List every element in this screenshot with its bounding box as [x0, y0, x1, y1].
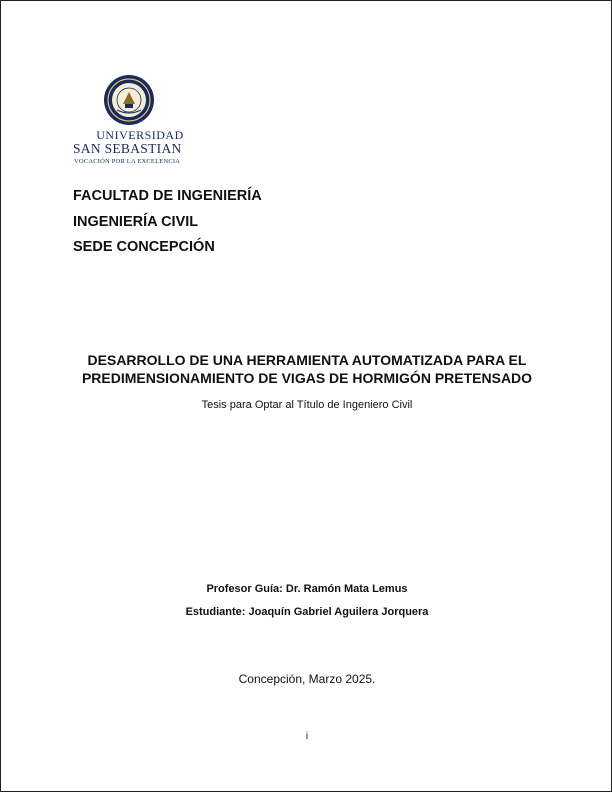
university-seal-icon — [103, 74, 155, 126]
thesis-title — [41, 351, 573, 387]
student-line: Estudiante: Joaquín Gabriel Aguilera Jorquera — [185, 606, 429, 618]
campus-name: SEDE CONCEPCIÓN — [73, 239, 215, 255]
thesis-title-line1: DESARROLLO DE UNA HERRAMIENTA AUTOMATIZADA PARA EL — [87, 352, 527, 368]
faculty-name: FACULTAD DE INGENIERÍA — [73, 188, 262, 204]
program-name: INGENIERÍA CIVIL — [73, 213, 199, 230]
thesis-subtitle: Tesis para Optar al Título de Ingeniero Civil — [201, 399, 413, 411]
faculty-heading — [73, 184, 262, 261]
page-number: i — [305, 731, 309, 742]
logo-tagline: VOCACIÓN POR LA EXCELENCIA — [74, 158, 181, 165]
advisor-line: Profesor Guía: Dr. Ramón Mata Lemus — [206, 583, 408, 595]
logo-wordmark-line2: SAN SEBASTIAN — [73, 141, 182, 156]
authors-block — [41, 578, 573, 624]
thesis-title-line2: PREDIMENSIONAMIENTO DE VIGAS DE HORMIGÓN PRETENSADO — [81, 370, 533, 386]
logo-wordmark-line1: UNIVERSIDAD — [96, 128, 184, 142]
place-date: Concepción, Marzo 2025. — [238, 672, 376, 686]
